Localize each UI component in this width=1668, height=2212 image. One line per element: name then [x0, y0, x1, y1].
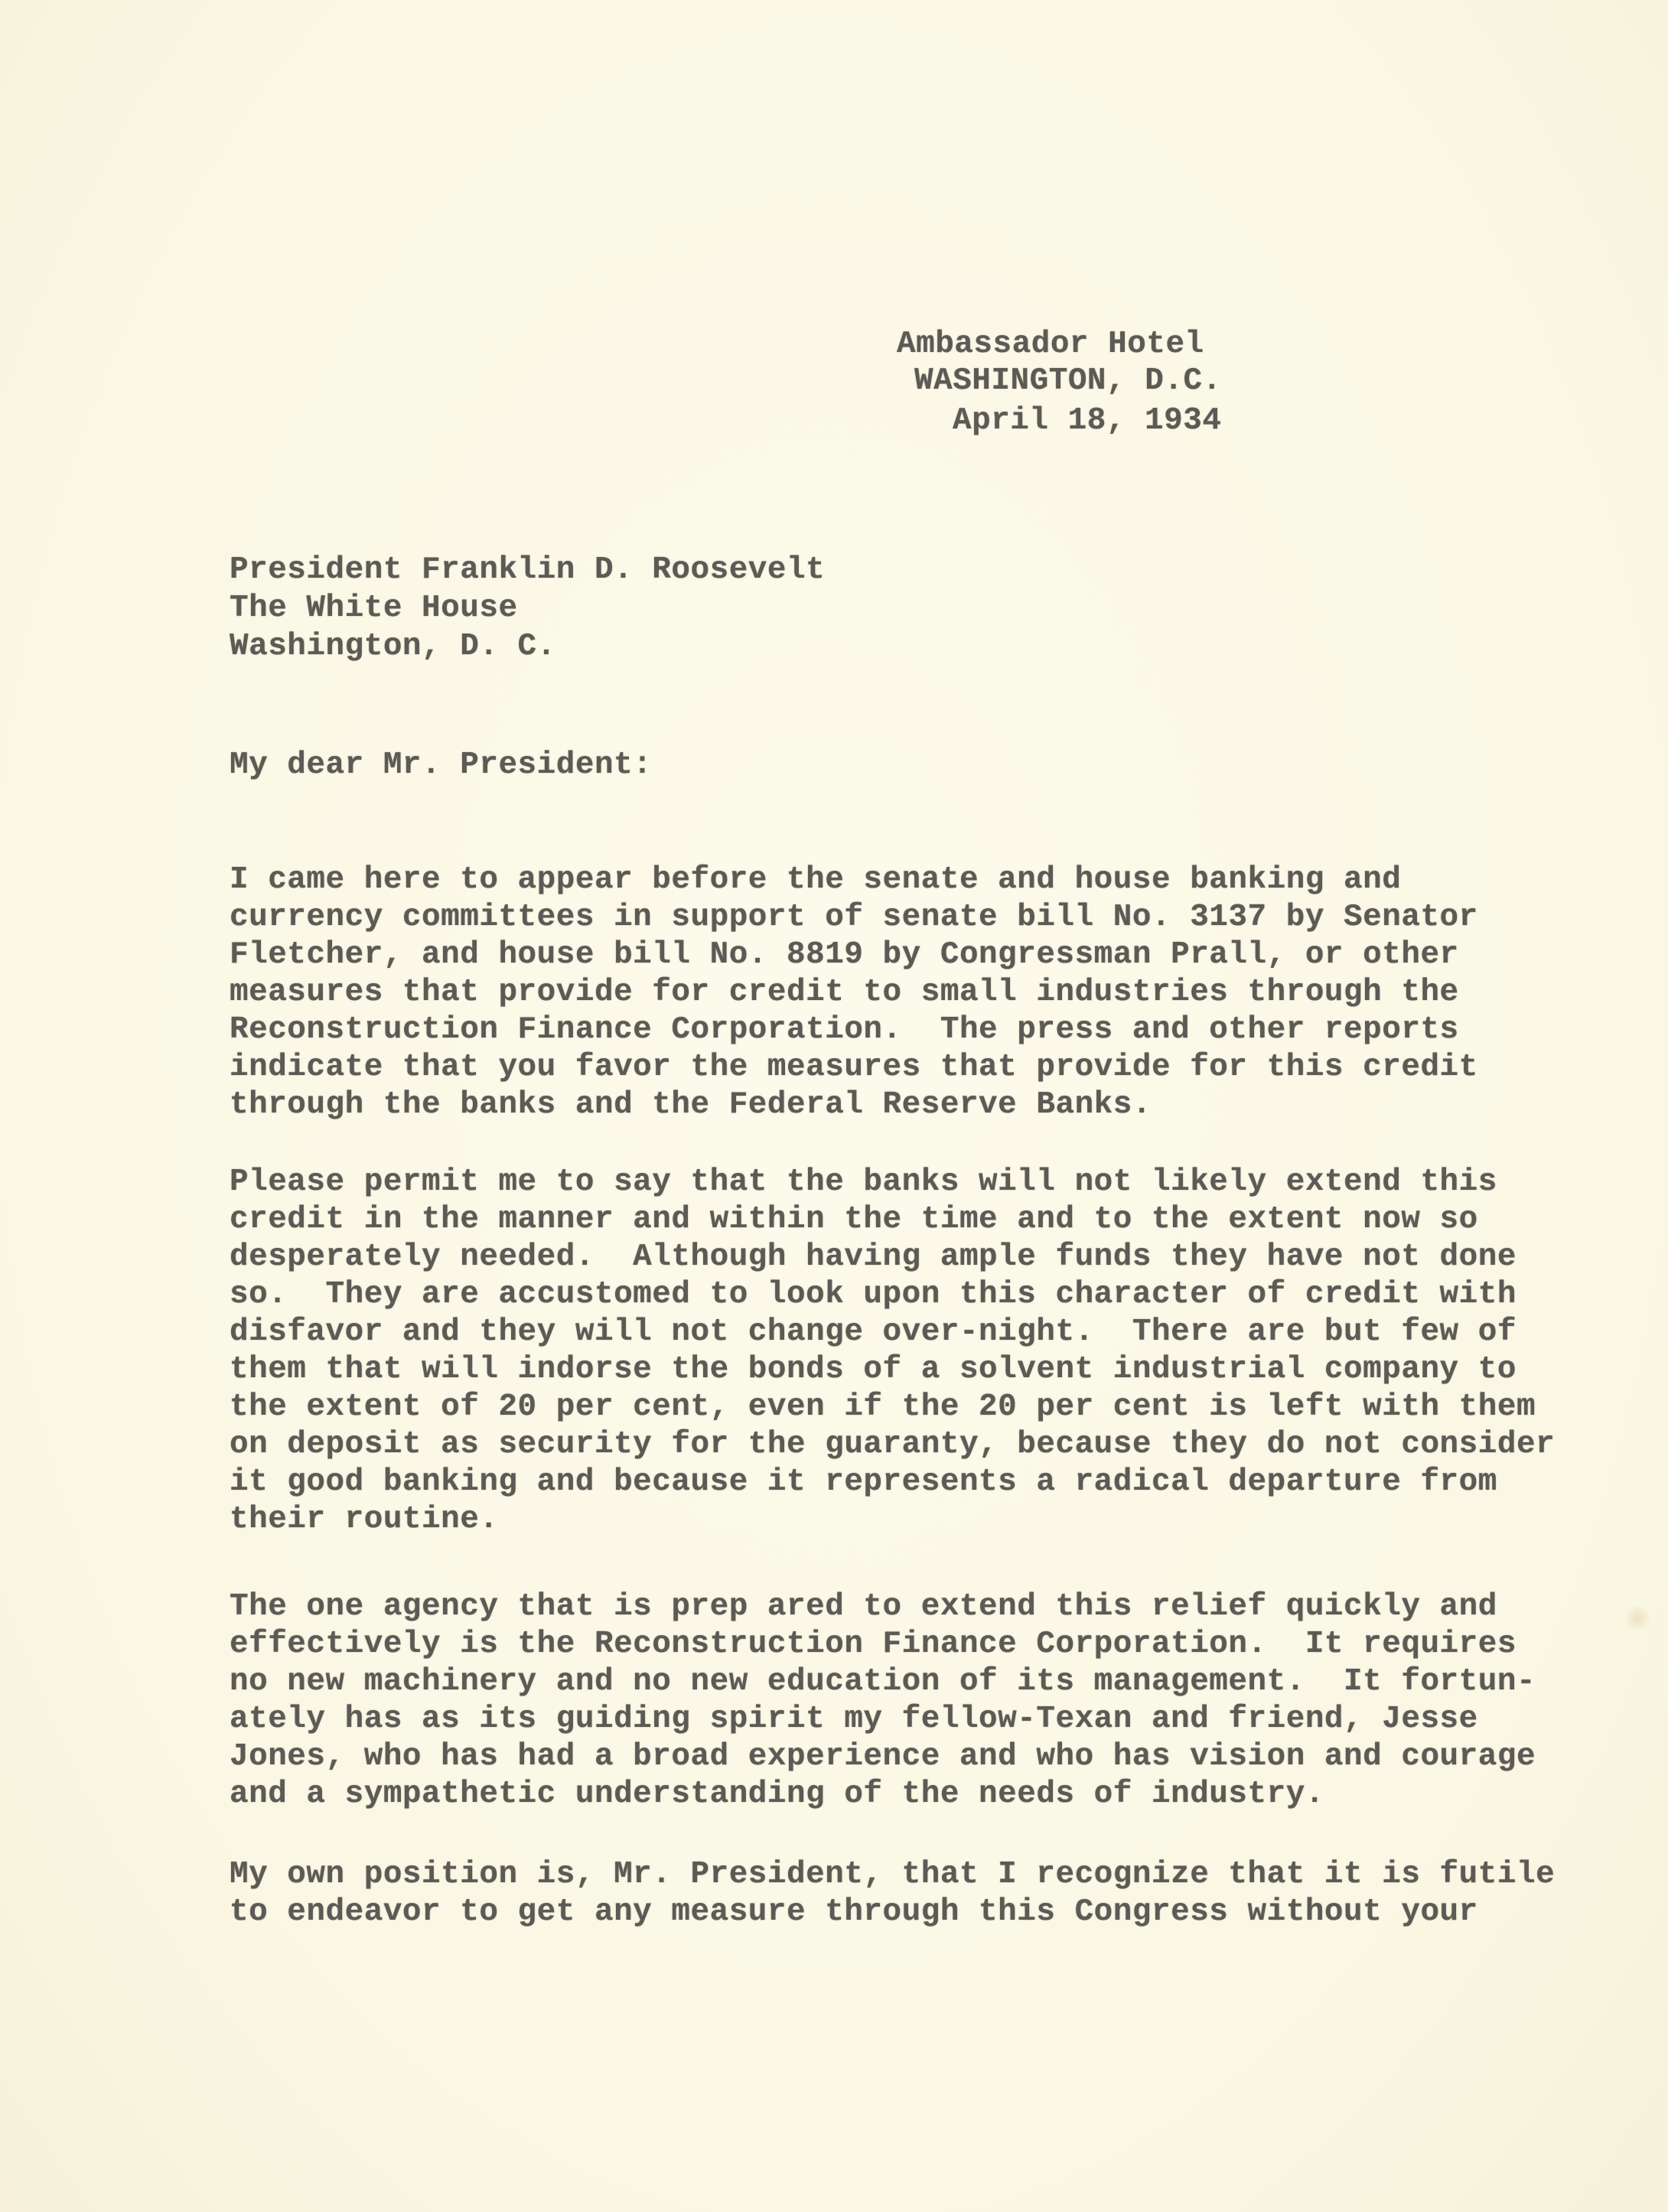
body-line: the extent of 20 per cent, even if the 20 per cent is left with them — [230, 1389, 1536, 1425]
body-line: disfavor and they will not change over-night. There are but few of — [230, 1314, 1517, 1350]
hotel-city: WASHINGTON, D.C. — [914, 363, 1222, 399]
body-line: to endeavor to get any measure through this Congress without your — [230, 1894, 1478, 1930]
body-line: Jones, who has had a broad experience and who has vision and courage — [230, 1739, 1536, 1774]
hotel-name: Ambassador Hotel — [897, 327, 1204, 362]
body-line: and a sympathetic understanding of the needs of industry. — [230, 1777, 1324, 1812]
address-line: The White House — [230, 591, 518, 626]
salutation: My dear Mr. President: — [230, 748, 653, 783]
body-line: My own position is, Mr. President, that I recognize that it is futile — [230, 1857, 1556, 1892]
body-line: so. They are accustomed to look upon this character of credit with — [230, 1277, 1517, 1312]
body-line: through the banks and the Federal Reserve Banks. — [230, 1087, 1152, 1122]
body-line: them that will indorse the bonds of a solvent industrial company to — [230, 1352, 1517, 1387]
body-line: Fletcher, and house bill No. 8819 by Congressman Prall, or other — [230, 937, 1459, 972]
paper-stain — [1622, 1607, 1653, 1630]
body-line: Reconstruction Finance Corporation. The press and other reports — [230, 1012, 1459, 1047]
body-line: effectively is the Reconstruction Finance Corporation. It requires — [230, 1627, 1517, 1662]
body-line: indicate that you favor the measures that provide for this credit — [230, 1050, 1478, 1085]
body-line: it good banking and because it represents a radical departure from — [230, 1464, 1497, 1500]
body-line: currency committees in support of senate bill No. 3137 by Senator — [230, 900, 1478, 935]
body-line: The one agency that is prep ared to extend this relief quickly and — [230, 1589, 1497, 1624]
body-line: I came here to appear before the senate and house banking and — [230, 862, 1402, 898]
body-line: Please permit me to say that the banks will not likely extend this — [230, 1165, 1497, 1200]
address-line: Washington, D. C. — [230, 629, 556, 664]
body-line: ately has as its guiding spirit my fellow-Texan and friend, Jesse — [230, 1702, 1478, 1737]
body-line: their routine. — [230, 1502, 499, 1537]
body-line: measures that provide for credit to small industries through the — [230, 975, 1459, 1010]
body-line: desperately needed. Although having ample funds they have not done — [230, 1240, 1517, 1275]
body-line: no new machinery and no new education of its management. It fortun- — [230, 1664, 1536, 1699]
address-line: President Franklin D. Roosevelt — [230, 552, 826, 588]
letter-date: April 18, 1934 — [953, 403, 1222, 438]
body-line: on deposit as security for the guaranty, because they do not consider — [230, 1427, 1556, 1462]
body-line: credit in the manner and within the time and to the extent now so — [230, 1202, 1478, 1237]
